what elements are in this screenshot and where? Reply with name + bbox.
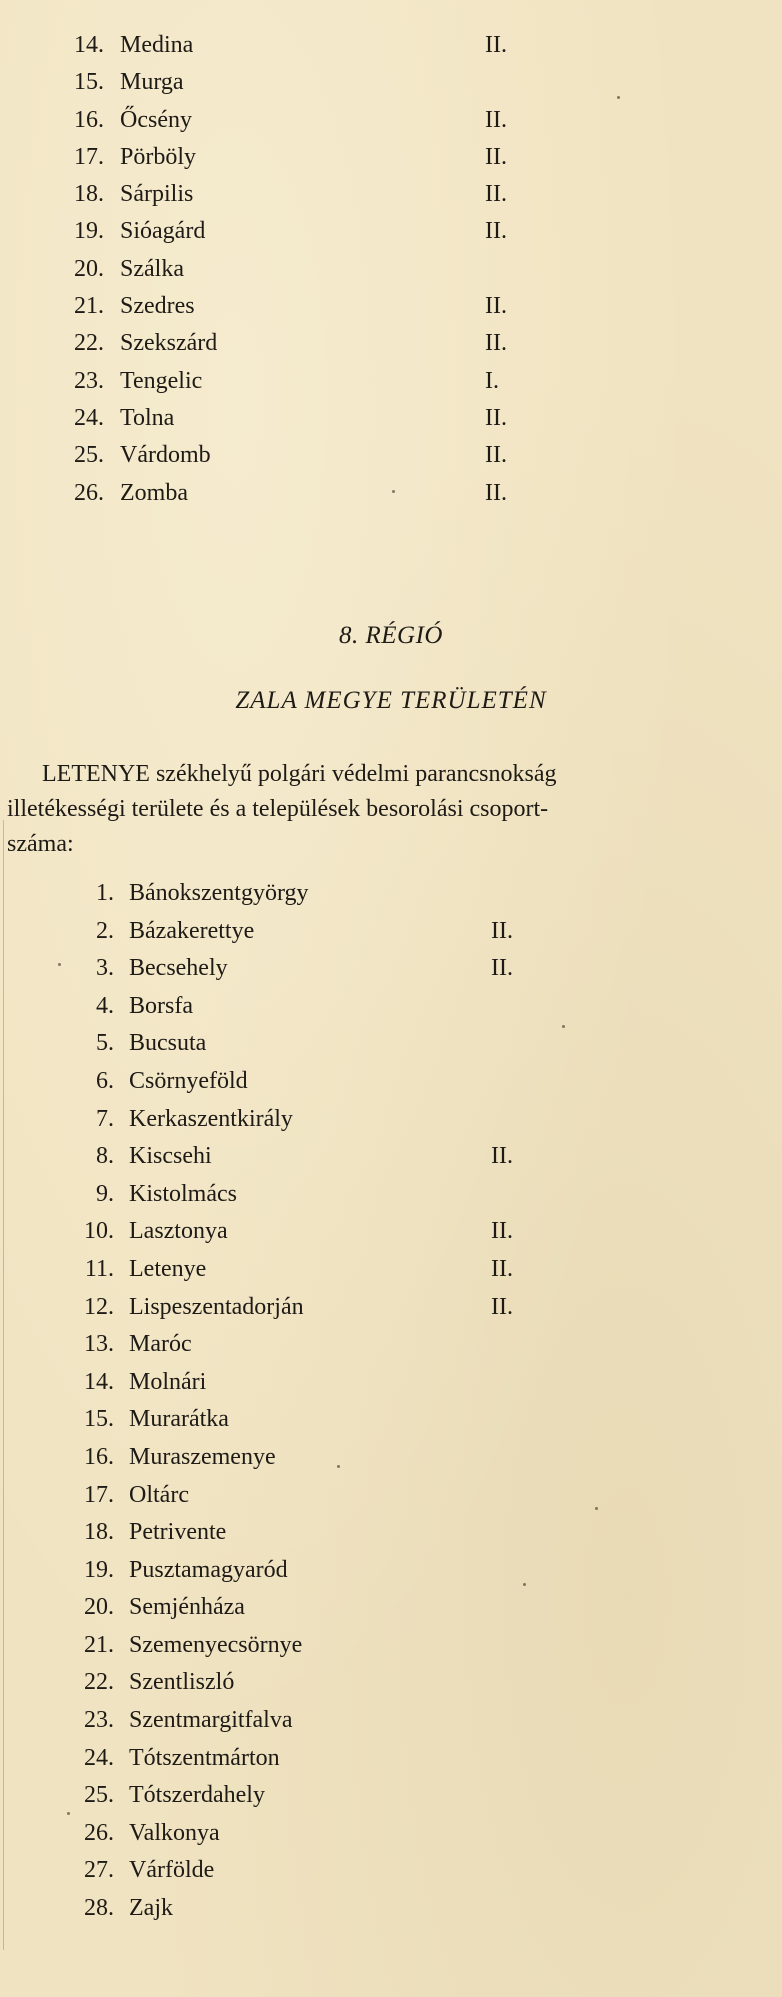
scan-speck xyxy=(595,1507,598,1510)
item-number: 6. xyxy=(96,1067,114,1094)
region-number: 8. xyxy=(339,622,359,649)
list-item xyxy=(0,213,782,250)
list-item xyxy=(0,1176,782,1214)
settlement-name: Oltárc xyxy=(129,1481,189,1508)
classification-group: II. xyxy=(491,1293,513,1320)
list-item xyxy=(0,139,782,176)
classification-group: II. xyxy=(485,479,507,506)
item-number: 24. xyxy=(84,1744,114,1771)
list-item xyxy=(0,363,782,400)
list-item xyxy=(0,27,782,64)
list-item xyxy=(0,1777,782,1815)
settlement-name: Tolna xyxy=(120,404,175,431)
settlement-name: Tengelic xyxy=(120,367,203,394)
settlement-list-letenye xyxy=(0,875,782,1935)
region-heading xyxy=(0,622,782,650)
settlement-name: Tótszentmárton xyxy=(129,1744,280,1771)
settlement-name: Lasztonya xyxy=(129,1218,228,1245)
item-number: 3. xyxy=(96,955,114,982)
item-number: 26. xyxy=(74,479,104,506)
list-item xyxy=(0,1251,782,1289)
item-number: 14. xyxy=(74,32,104,58)
settlement-name: Bázakerettye xyxy=(129,917,255,944)
region-title: RÉGIÓ xyxy=(365,622,443,649)
settlement-name: Szentliszló xyxy=(129,1669,235,1696)
item-number: 20. xyxy=(74,255,104,282)
item-number: 2. xyxy=(96,917,114,944)
settlement-name: Zajk xyxy=(129,1895,173,1922)
list-item xyxy=(0,1401,782,1439)
settlement-name: Csörnyeföld xyxy=(129,1067,248,1094)
settlement-name: Lispeszentadorján xyxy=(129,1293,304,1320)
item-number: 22. xyxy=(84,1669,114,1696)
item-number: 22. xyxy=(74,330,104,357)
list-item xyxy=(0,1213,782,1251)
classification-group: II. xyxy=(491,1143,513,1170)
item-number: 4. xyxy=(96,992,114,1019)
list-item xyxy=(0,64,782,101)
item-number: 26. xyxy=(84,1819,114,1846)
scan-speck xyxy=(562,1025,565,1028)
item-number: 23. xyxy=(84,1707,114,1734)
item-number: 25. xyxy=(84,1782,114,1809)
item-number: 15. xyxy=(74,69,104,96)
list-item xyxy=(0,1101,782,1139)
list-item xyxy=(0,1364,782,1402)
list-item xyxy=(0,1514,782,1552)
settlement-name: Várfölde xyxy=(129,1857,215,1884)
item-number: 16. xyxy=(84,1443,114,1470)
item-number: 13. xyxy=(84,1331,114,1358)
list-item xyxy=(0,1326,782,1364)
list-item xyxy=(0,475,782,512)
item-number: 15. xyxy=(84,1406,114,1433)
list-item xyxy=(0,1552,782,1590)
list-item xyxy=(0,400,782,437)
scan-speck xyxy=(337,1465,340,1468)
list-item xyxy=(0,1852,782,1890)
item-number: 27. xyxy=(84,1857,114,1884)
settlement-name: Szedres xyxy=(120,293,195,320)
item-number: 14. xyxy=(84,1368,114,1395)
classification-group: II. xyxy=(491,917,513,944)
list-item xyxy=(0,988,782,1026)
scan-speck xyxy=(617,96,620,99)
settlement-name: Pusztamagyaród xyxy=(129,1556,288,1583)
intro-line-2: illetékességi területe és a települések besorolási csoport- xyxy=(7,796,549,822)
item-number: 19. xyxy=(84,1556,114,1583)
list-item xyxy=(0,1627,782,1665)
list-item xyxy=(0,1025,782,1063)
list-item xyxy=(0,325,782,362)
list-item xyxy=(0,1890,782,1928)
scan-speck xyxy=(523,1583,526,1586)
settlement-name: Szekszárd xyxy=(120,330,218,357)
settlement-name: Kiscsehi xyxy=(129,1143,212,1170)
item-number: 24. xyxy=(74,404,104,431)
list-item xyxy=(0,950,782,988)
classification-group: II. xyxy=(485,218,507,245)
item-number: 8. xyxy=(96,1143,114,1170)
item-number: 20. xyxy=(84,1594,114,1621)
settlement-name: Kerkaszentkirály xyxy=(129,1105,293,1132)
list-item xyxy=(0,176,782,213)
county-heading: ZALA MEGYE TERÜLETÉN xyxy=(235,687,547,714)
item-number: 11. xyxy=(84,1255,114,1282)
classification-group: I. xyxy=(485,367,499,394)
list-item xyxy=(0,875,782,913)
list-item xyxy=(0,251,782,288)
settlement-name: Bucsuta xyxy=(129,1030,207,1057)
list-item xyxy=(0,288,782,325)
item-number: 17. xyxy=(84,1481,114,1508)
settlement-list-continued xyxy=(0,27,782,512)
list-item xyxy=(0,1815,782,1853)
settlement-name: Valkonya xyxy=(129,1819,220,1846)
intro-line-3: száma: xyxy=(7,831,74,857)
item-number: 18. xyxy=(84,1519,114,1546)
settlement-name: Murarátka xyxy=(129,1406,229,1433)
settlement-name: Sárpilis xyxy=(120,181,194,208)
list-item xyxy=(0,102,782,139)
item-number: 25. xyxy=(74,442,104,469)
list-item xyxy=(0,1664,782,1702)
settlement-name: Szemenyecsörnye xyxy=(129,1631,303,1658)
list-item xyxy=(0,1740,782,1778)
list-item xyxy=(0,913,782,951)
list-item xyxy=(0,437,782,474)
item-number: 23. xyxy=(74,367,104,394)
classification-group: II. xyxy=(491,1218,513,1245)
settlement-name: Letenye xyxy=(129,1255,207,1282)
list-item xyxy=(0,1289,782,1327)
settlement-name: Pörböly xyxy=(120,143,197,170)
item-number: 1. xyxy=(96,880,114,906)
settlement-name: Maróc xyxy=(129,1331,192,1358)
classification-group: II. xyxy=(491,955,513,982)
item-number: 19. xyxy=(74,218,104,245)
intro-line-1: LETENYE székhelyű polgári védelmi parancsnokság xyxy=(42,761,557,787)
item-number: 28. xyxy=(84,1895,114,1922)
settlement-name: Tótszerdahely xyxy=(129,1782,265,1809)
list-item xyxy=(0,1589,782,1627)
list-item xyxy=(0,1063,782,1101)
settlement-name: Zomba xyxy=(120,479,188,506)
intro-paragraph xyxy=(7,757,782,862)
item-number: 9. xyxy=(96,1180,114,1207)
scan-speck xyxy=(392,490,395,493)
classification-group: II. xyxy=(485,404,507,431)
scan-speck xyxy=(67,1812,70,1815)
item-number: 21. xyxy=(74,293,104,320)
settlement-name: Semjénháza xyxy=(129,1594,245,1621)
settlement-name: Molnári xyxy=(129,1368,207,1395)
settlement-name: Sióagárd xyxy=(120,218,206,245)
list-item xyxy=(0,1138,782,1176)
item-number: 12. xyxy=(84,1293,114,1320)
classification-group: II. xyxy=(485,32,507,58)
list-item xyxy=(0,1702,782,1740)
classification-group: II. xyxy=(485,293,507,320)
item-number: 16. xyxy=(74,106,104,133)
settlement-name: Murga xyxy=(120,69,184,96)
settlement-name: Várdomb xyxy=(120,442,211,469)
settlement-name: Kistolmács xyxy=(129,1180,237,1207)
classification-group: II. xyxy=(485,106,507,133)
classification-group: II. xyxy=(485,143,507,170)
item-number: 10. xyxy=(84,1218,114,1245)
item-number: 21. xyxy=(84,1631,114,1658)
settlement-name: Szentmargitfalva xyxy=(129,1707,293,1734)
settlement-name: Medina xyxy=(120,32,194,58)
item-number: 18. xyxy=(74,181,104,208)
item-number: 7. xyxy=(96,1105,114,1132)
classification-group: II. xyxy=(485,330,507,357)
list-item xyxy=(0,1477,782,1515)
settlement-name: Muraszemenye xyxy=(129,1443,276,1470)
settlement-name: Őcsény xyxy=(120,106,192,133)
item-number: 17. xyxy=(74,143,104,170)
settlement-name: Bánokszentgyörgy xyxy=(129,880,309,906)
classification-group: II. xyxy=(485,181,507,208)
scan-speck xyxy=(58,963,61,966)
settlement-name: Becsehely xyxy=(129,955,228,982)
settlement-name: Petrivente xyxy=(129,1519,227,1546)
list-item xyxy=(0,1439,782,1477)
item-number: 5. xyxy=(96,1030,114,1057)
settlement-name: Borsfa xyxy=(129,992,193,1019)
settlement-name: Szálka xyxy=(120,255,184,282)
classification-group: II. xyxy=(491,1255,513,1282)
classification-group: II. xyxy=(485,442,507,469)
